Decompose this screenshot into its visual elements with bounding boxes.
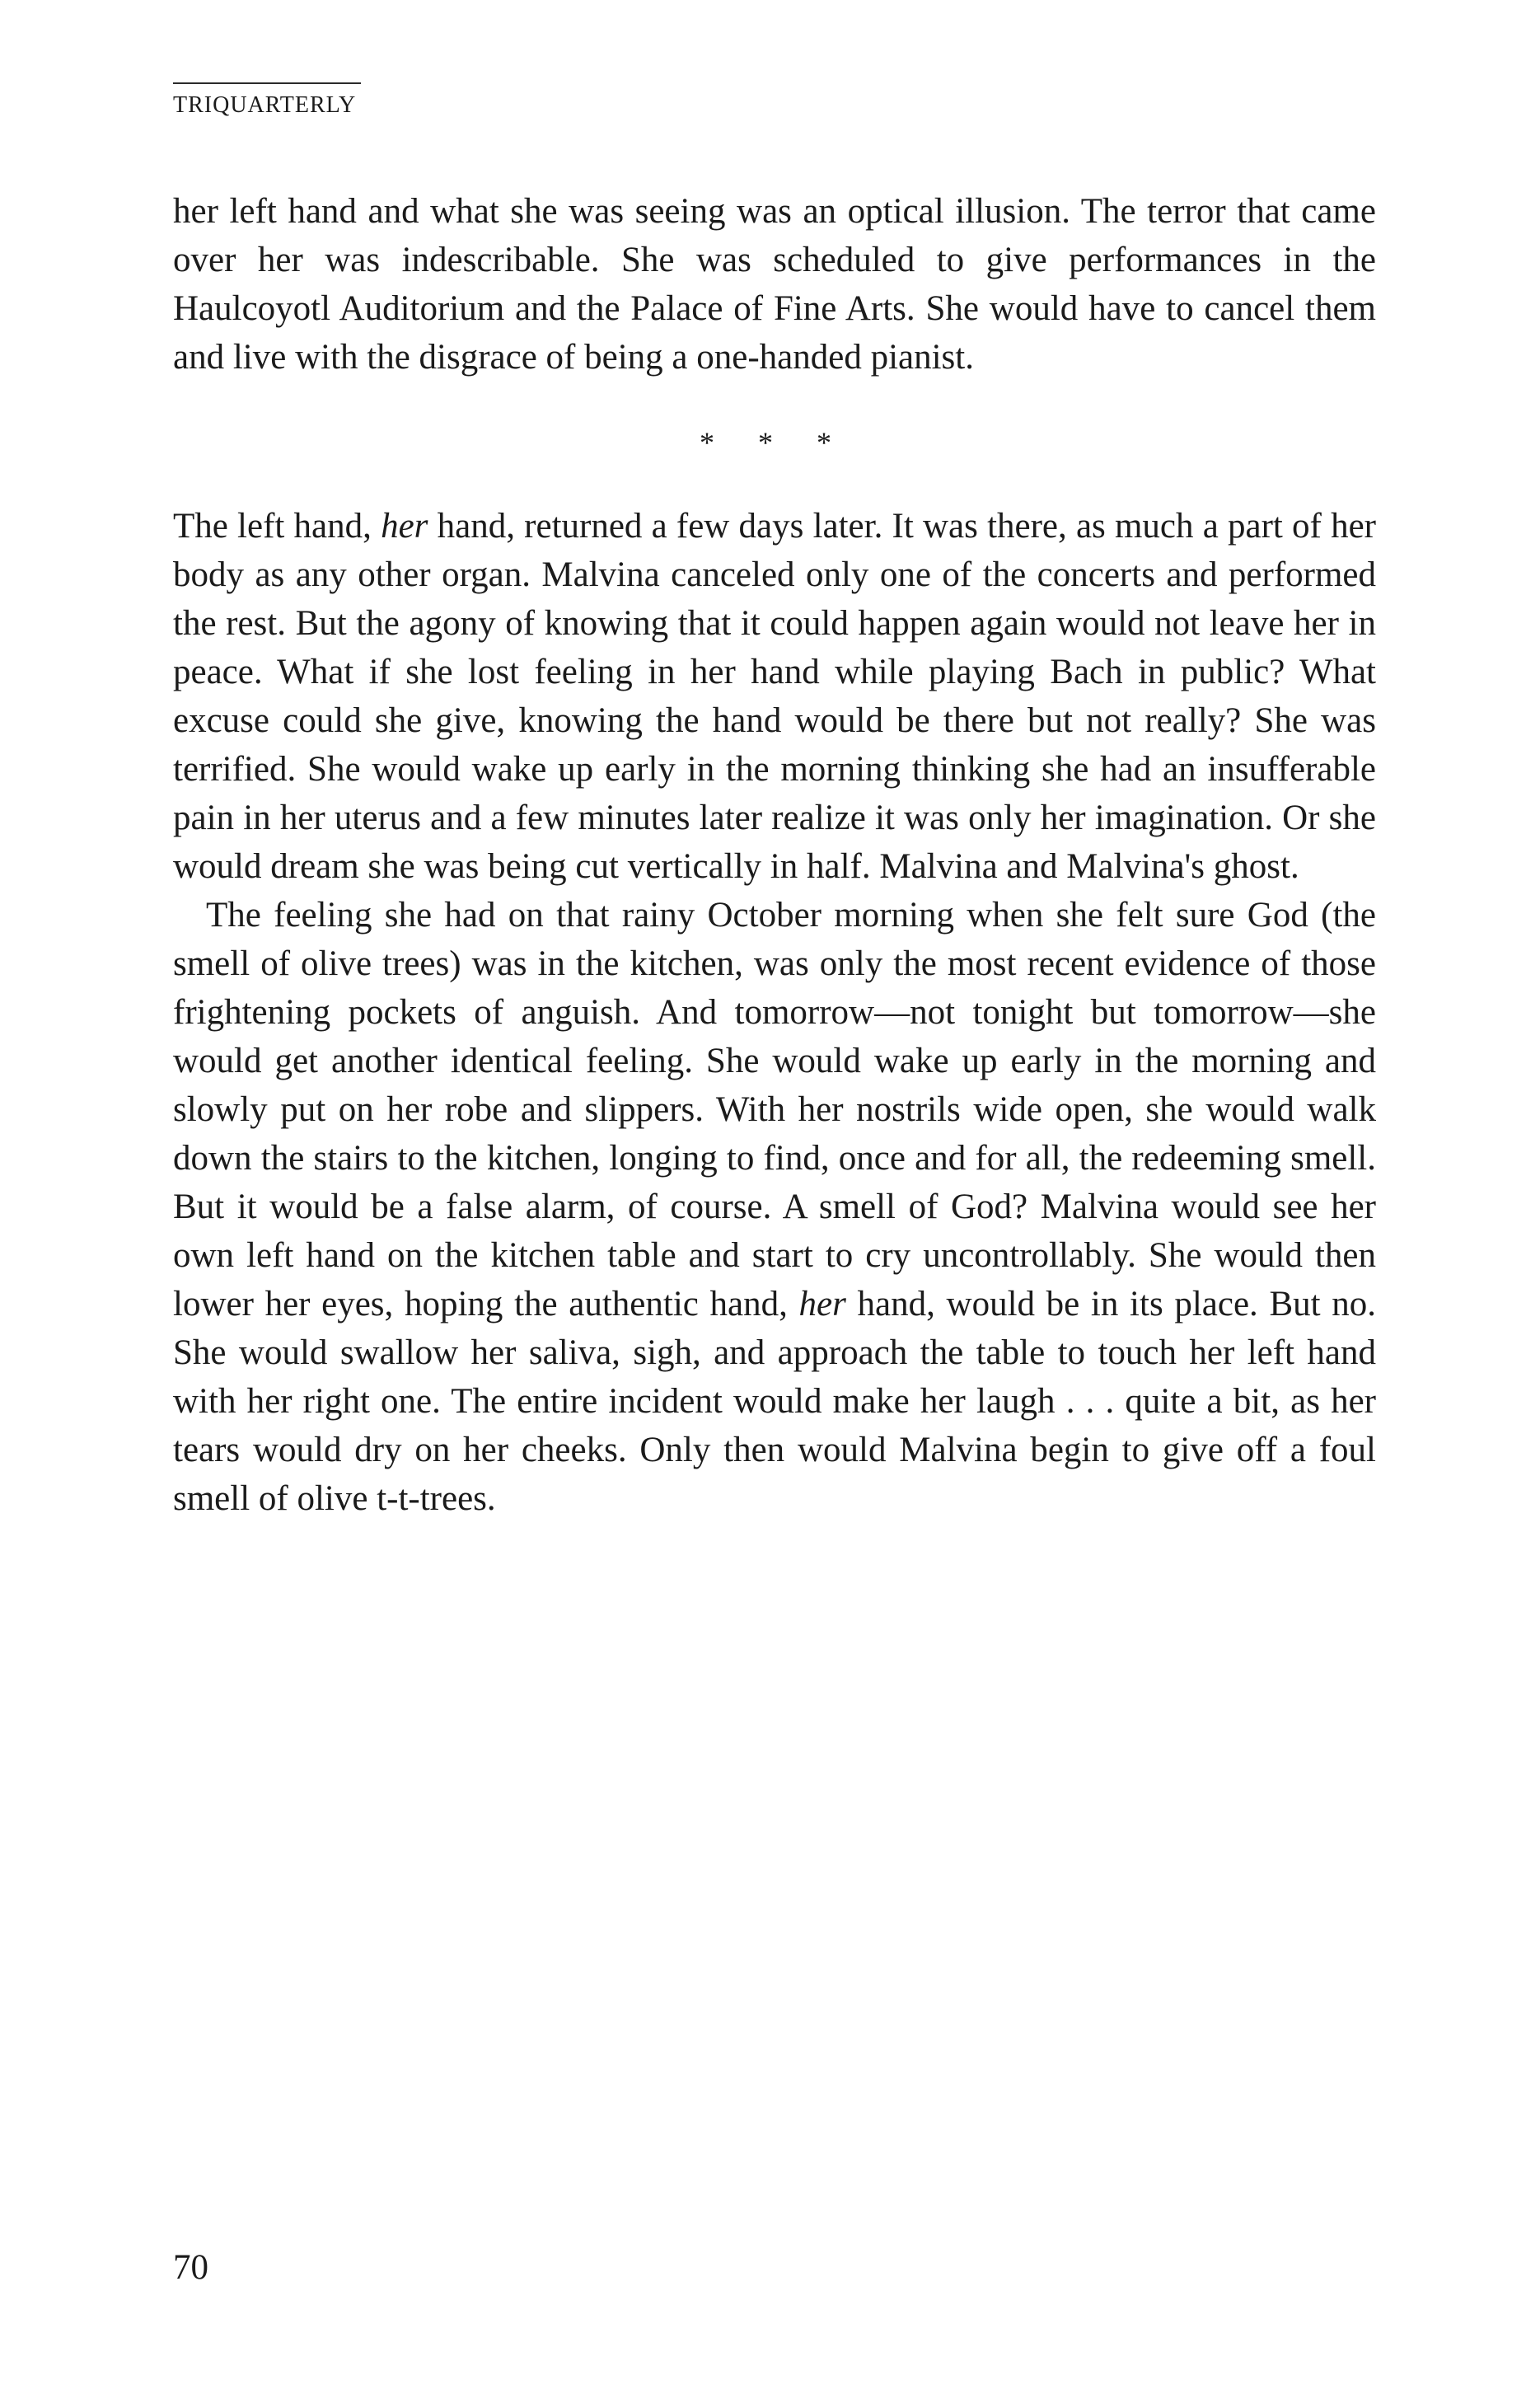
italic-text: her — [798, 1285, 846, 1323]
text-run: The feeling she had on that rainy October morning when she felt sure God (the smell of olive trees) was in the kitchen, was only the most recent evidence of those frightening pockets of anguish. And tomorrow—not tonight but tomorrow—she would get another identical feeling. She would wake up early in the morning and slowly put on her robe and slippers. With her nostrils wide open, she would walk down the stairs to the kitchen, longing to find, once and for all, the redeeming smell. But it would be a false alarm, of course. A smell of God? Malvina would see her own left hand on the kitchen table and start to cry uncontrollably. She would then lower her eyes, hoping the authentic hand, — [173, 896, 1376, 1323]
body-text — [173, 187, 1376, 1523]
page-number: 70 — [173, 2248, 208, 2287]
header-rule — [173, 82, 361, 84]
journal-title: TRIQUARTERLY — [173, 92, 357, 118]
text-run: her left hand and what she was seeing was an optical illusion. The terror that came over her was indescribable. She was scheduled to give performances in the Haulcoyotl Auditorium and the Palace of Fine Arts. She would have to cancel them and live with the disgrace of being a one-handed pianist. — [173, 192, 1376, 377]
text-run: hand, returned a few days later. It was there, as much a part of her body as any other organ. Malvina canceled only one of the concerts and performed the rest. But the agony of knowing that it could happen again would not leave her in peace. What if she lost feeling in her hand while playing Bach in public? What excuse could she give, knowing the hand would be there but not really? She was terrified. She would wake up early in the morning thinking she had an insufferable pain in her uterus and a few minutes later realize it was only her imagination. Or she would dream she was being cut vertically in half. Malvina and Malvina's ghost. — [173, 507, 1376, 886]
italic-text: her — [381, 507, 428, 546]
paragraph — [173, 187, 1376, 382]
section-break: * * * — [700, 426, 850, 459]
text-run: The left hand, — [173, 507, 381, 546]
text-run: hand, would be in its place. But no. She would swallow her saliva, sigh, and approach the table to touch her left hand with her right one. The entire incident would make her laugh . . . quite a bit, as her tears would dry on her cheeks. Only then would Malvina begin to give off a foul smell of olive t-t-trees. — [173, 1285, 1376, 1518]
paragraph — [173, 502, 1376, 891]
running-head — [173, 82, 371, 117]
paragraph — [173, 891, 1376, 1523]
